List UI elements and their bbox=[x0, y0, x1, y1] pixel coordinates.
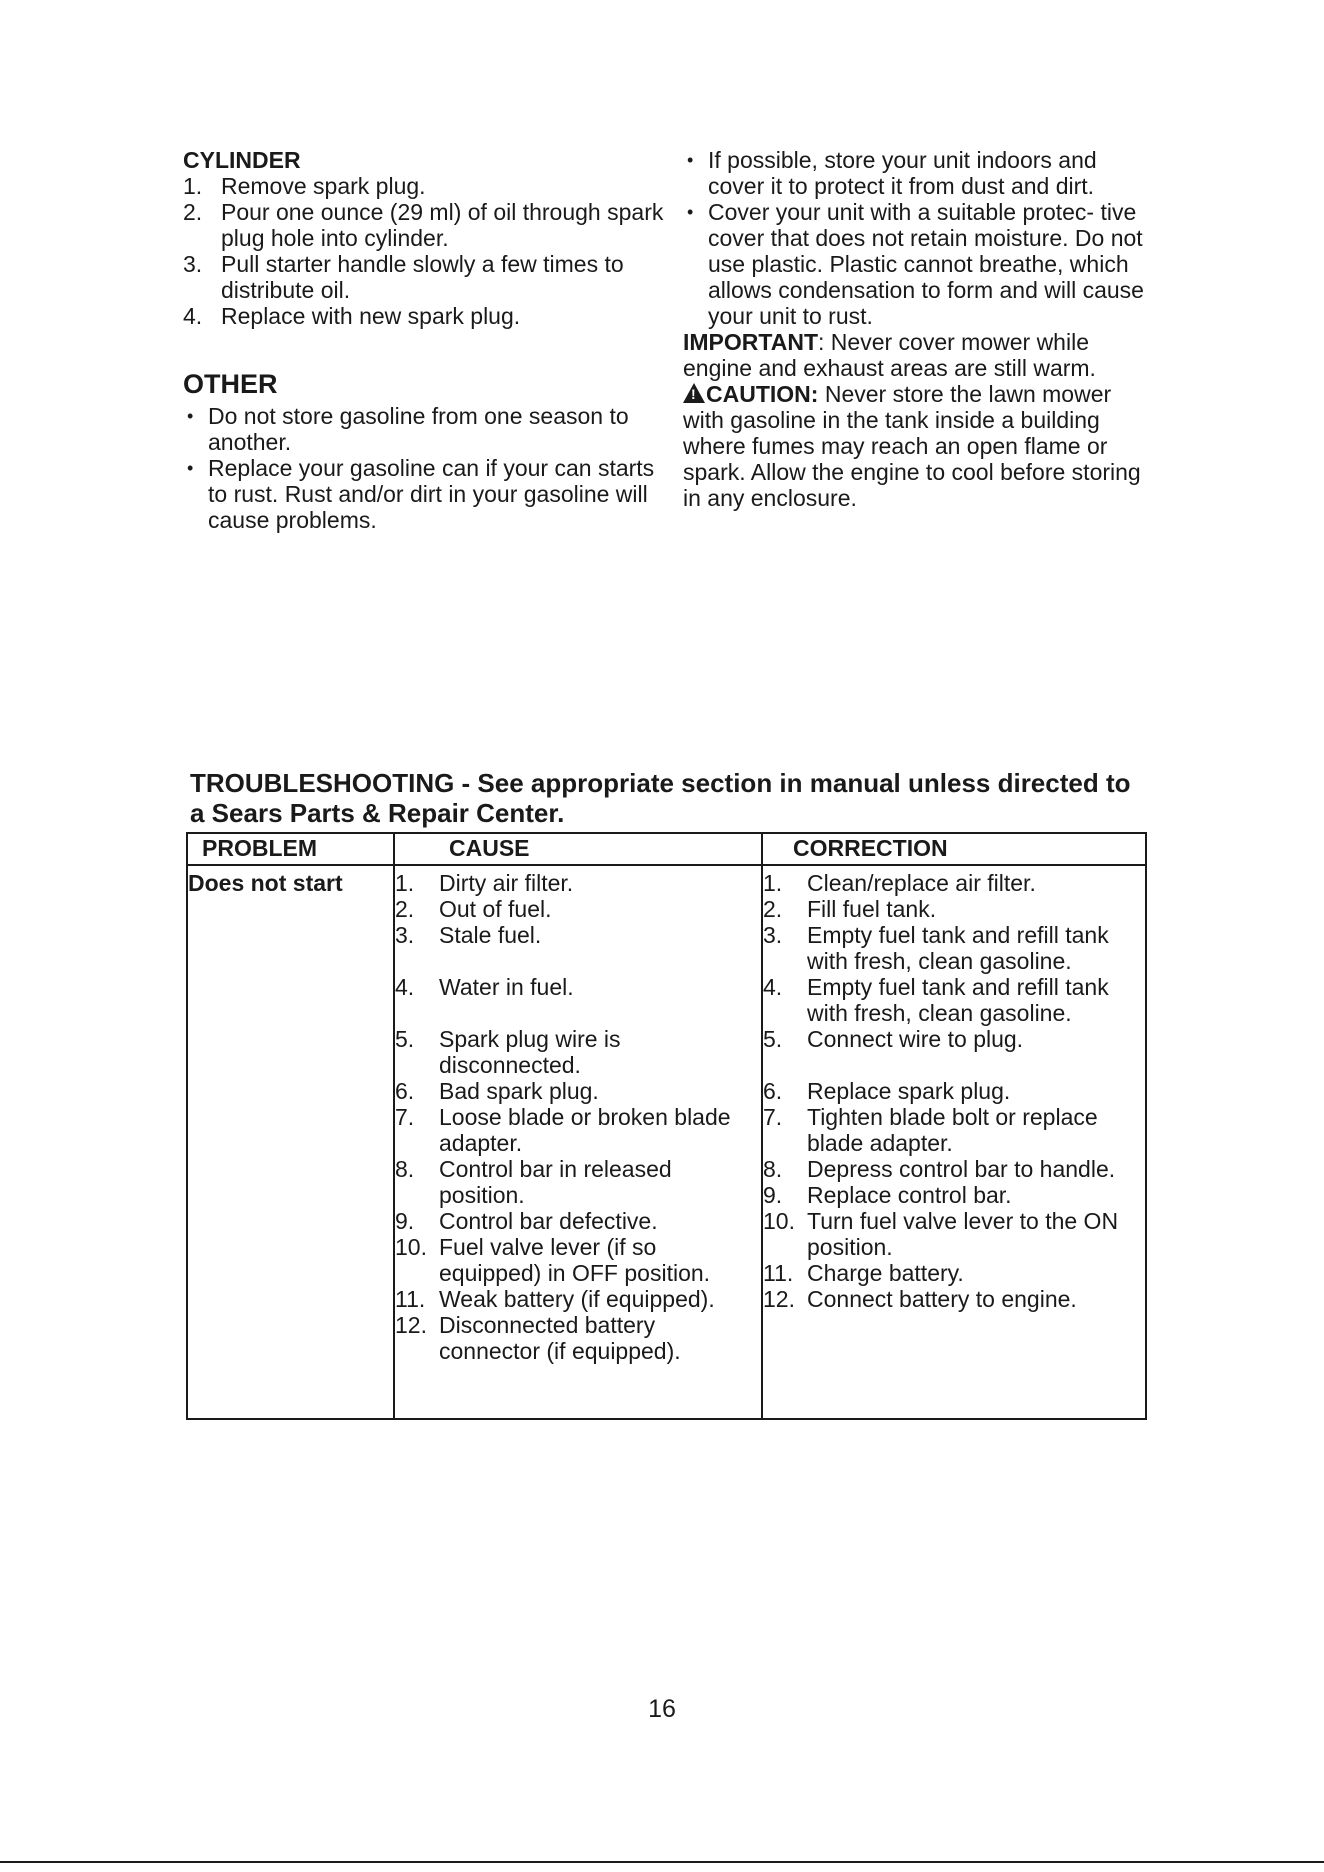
correction-cell bbox=[762, 865, 1146, 1419]
troubleshooting-table bbox=[186, 832, 1147, 1420]
page-number: 16 bbox=[648, 1695, 676, 1723]
troubleshooting-title: TROUBLESHOOTING - See appropriate section in manual unless directed to a Sears Parts & Repair Center. bbox=[190, 768, 1131, 828]
important-label: IMPORTANT bbox=[683, 329, 819, 355]
list-item: • Do not store gasoline from one season to another. bbox=[187, 403, 629, 455]
bullet-icon: • bbox=[687, 202, 694, 222]
list-item: 1. Remove spark plug. bbox=[183, 173, 426, 199]
list-item: 2. Pour one ounce (29 ml) of oil through spark plug hole into cylinder. bbox=[183, 199, 664, 251]
list-item: 11. Weak battery (if equipped). bbox=[395, 1286, 715, 1312]
table-header-row bbox=[187, 833, 1146, 865]
list-item: 9. Control bar defective. bbox=[395, 1208, 658, 1234]
list-item: • Cover your unit with a suitable protec- tive cover that does not retain moisture. Do not use plastic. Plastic cannot breathe, which allows condensation to form and will cause your unit to rust. bbox=[687, 199, 1144, 329]
bullet-icon: • bbox=[687, 150, 694, 170]
other-bullets bbox=[183, 403, 673, 533]
caution-label: CAUTION: bbox=[706, 381, 819, 407]
list-item: 2. Out of fuel. bbox=[395, 896, 552, 922]
cause-list bbox=[395, 870, 761, 1364]
problem-cell: Does not start bbox=[187, 865, 394, 1419]
list-item: 12. Disconnected battery connector (if equipped). bbox=[395, 1312, 681, 1364]
list-item: 4. Empty fuel tank and refill tank with fresh, clean gasoline. bbox=[763, 974, 1109, 1026]
list-item: 3. Empty fuel tank and refill tank with fresh, clean gasoline. bbox=[763, 922, 1109, 974]
bottom-rule bbox=[0, 1861, 1324, 1863]
caution-note: ! CAUTION: Never store the lawn mower with gasoline in the tank inside a building where fumes may reach an open flame or spark. Allow the engine to cool before storing in any enclosure. bbox=[683, 381, 1141, 511]
list-item: 10. Turn fuel valve lever to the ON position. bbox=[763, 1208, 1119, 1260]
warning-triangle-icon: ! bbox=[683, 383, 705, 403]
list-item: • If possible, store your unit indoors and cover it to protect it from dust and dirt. bbox=[687, 147, 1097, 199]
bullet-icon: • bbox=[187, 406, 194, 426]
important-note: IMPORTANT: Never cover mower while engine and exhaust areas are still warm. bbox=[683, 329, 1096, 381]
list-item: 9. Replace control bar. bbox=[763, 1182, 1012, 1208]
list-item: 10. Fuel valve lever (if so equipped) in OFF position. bbox=[395, 1234, 711, 1286]
list-item: 8. Control bar in released position. bbox=[395, 1156, 672, 1208]
cause-cell bbox=[394, 865, 762, 1419]
list-item: 3. Pull starter handle slowly a few times to distribute oil. bbox=[183, 251, 624, 303]
cylinder-steps bbox=[183, 173, 673, 329]
cylinder-heading: CYLINDER bbox=[183, 147, 301, 173]
list-item: 7. Loose blade or broken blade adapter. bbox=[395, 1104, 731, 1156]
correction-list bbox=[763, 870, 1145, 1312]
list-item: 6. Replace spark plug. bbox=[763, 1078, 1011, 1104]
list-item: 6. Bad spark plug. bbox=[395, 1078, 599, 1104]
list-item: 1. Clean/replace air filter. bbox=[763, 870, 1036, 896]
list-item: 7. Tighten blade bolt or replace blade adapter. bbox=[763, 1104, 1098, 1156]
header-cause: CAUSE bbox=[394, 833, 762, 865]
storage-bullets bbox=[683, 147, 1153, 329]
list-item: 12. Connect battery to engine. bbox=[763, 1286, 1077, 1312]
list-item: 11. Charge battery. bbox=[763, 1260, 964, 1286]
list-item: 8. Depress control bar to handle. bbox=[763, 1156, 1116, 1182]
list-item: 5. Connect wire to plug. bbox=[763, 1026, 1024, 1052]
header-correction: CORRECTION bbox=[762, 833, 1146, 865]
list-item: 1. Dirty air filter. bbox=[395, 870, 574, 896]
list-item: 3. Stale fuel. bbox=[395, 922, 542, 948]
table-row bbox=[187, 865, 1146, 1419]
list-item: • Replace your gasoline can if your can starts to rust. Rust and/or dirt in your gasoline will cause problems. bbox=[187, 455, 655, 533]
header-problem: PROBLEM bbox=[187, 833, 394, 865]
bullet-icon: • bbox=[187, 458, 194, 478]
list-item: 4. Replace with new spark plug. bbox=[183, 303, 521, 329]
right-column bbox=[683, 147, 1153, 511]
list-item: 2. Fill fuel tank. bbox=[763, 896, 937, 922]
list-item: 5. Spark plug wire is disconnected. bbox=[395, 1026, 621, 1078]
list-item: 4. Water in fuel. bbox=[395, 974, 574, 1000]
left-column bbox=[183, 147, 673, 533]
other-heading: OTHER bbox=[183, 369, 278, 399]
